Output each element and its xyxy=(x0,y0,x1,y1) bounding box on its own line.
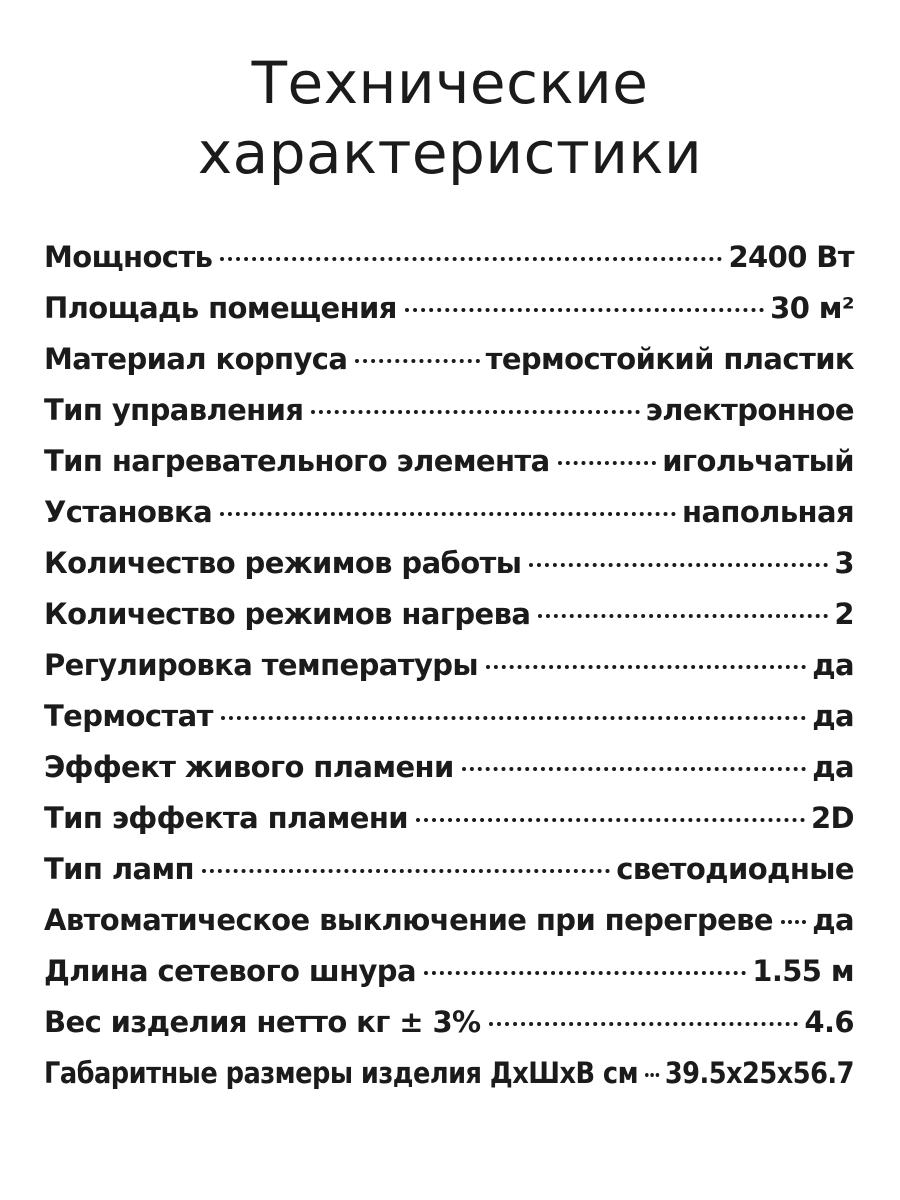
spec-value: 2 xyxy=(834,597,854,631)
spec-list xyxy=(44,232,854,1099)
spec-row xyxy=(44,436,854,487)
spec-row xyxy=(44,334,854,385)
spec-label: Количество режимов нагрева xyxy=(44,597,531,631)
spec-label: Автоматическое выключение при перегреве xyxy=(44,903,774,937)
dot-leader xyxy=(489,1022,799,1026)
spec-row xyxy=(44,538,854,589)
spec-row xyxy=(44,1048,854,1099)
spec-row xyxy=(44,844,854,895)
spec-value: электронное xyxy=(645,393,854,427)
page-title xyxy=(0,48,900,188)
spec-value: 2D xyxy=(810,801,854,835)
dot-leader xyxy=(202,869,610,873)
spec-label: Установка xyxy=(44,495,213,529)
title-line-2: характеристики xyxy=(197,119,703,187)
spec-value: игольчатый xyxy=(662,444,854,478)
dot-leader xyxy=(220,512,676,516)
spec-value: 30 м² xyxy=(770,291,854,325)
spec-row xyxy=(44,589,854,640)
dot-leader xyxy=(221,716,806,720)
dot-leader xyxy=(486,665,806,669)
dot-leader xyxy=(311,410,639,414)
title-line-1: Технические xyxy=(251,49,649,117)
spec-value: да xyxy=(812,648,854,682)
spec-row xyxy=(44,946,854,997)
dot-leader xyxy=(645,1073,659,1077)
dot-leader xyxy=(405,308,764,312)
spec-row xyxy=(44,283,854,334)
spec-label: Длина сетевого шнура xyxy=(44,954,416,988)
spec-label: Термостат xyxy=(44,699,213,733)
dot-leader xyxy=(781,920,806,924)
spec-label: Эффект живого пламени xyxy=(44,750,454,784)
dot-leader xyxy=(355,359,479,363)
spec-value: да xyxy=(812,903,854,937)
spec-label: Тип эффекта пламени xyxy=(44,801,408,835)
spec-value: 1.55 м xyxy=(752,954,854,988)
spec-label: Тип нагревательного элемента xyxy=(44,444,550,478)
dot-leader xyxy=(424,971,746,975)
dot-leader xyxy=(416,818,805,822)
spec-label: Тип управления xyxy=(44,393,304,427)
spec-value: светодиодные xyxy=(616,852,854,886)
spec-label: Мощность xyxy=(44,240,213,274)
spec-row xyxy=(44,997,854,1048)
spec-value: 4.6 xyxy=(804,1005,854,1039)
spec-label: Вес изделия нетто кг ± 3% xyxy=(44,1005,481,1039)
dot-leader xyxy=(529,563,828,567)
spec-row xyxy=(44,487,854,538)
spec-label: Количество режимов работы xyxy=(44,546,522,580)
spec-row xyxy=(44,793,854,844)
spec-row xyxy=(44,691,854,742)
spec-label: Габаритные размеры изделия ДхШхВ см xyxy=(44,1056,639,1090)
dot-leader xyxy=(558,461,657,465)
spec-value: 39.5x25x56.7 xyxy=(664,1056,854,1090)
spec-value: напольная xyxy=(682,495,854,529)
spec-row xyxy=(44,895,854,946)
spec-value: 2400 Вт xyxy=(728,240,854,274)
spec-value: да xyxy=(812,750,854,784)
spec-label: Площадь помещения xyxy=(44,291,397,325)
spec-value: 3 xyxy=(834,546,854,580)
spec-label: Тип ламп xyxy=(44,852,194,886)
spec-row xyxy=(44,640,854,691)
spec-value: да xyxy=(812,699,854,733)
dot-leader xyxy=(462,767,807,771)
dot-leader xyxy=(538,614,828,618)
spec-value: термостойкий пластик xyxy=(485,342,854,376)
spec-row xyxy=(44,232,854,283)
spec-label: Регулировка температуры xyxy=(44,648,479,682)
spec-row xyxy=(44,742,854,793)
spec-row xyxy=(44,385,854,436)
spec-label: Материал корпуса xyxy=(44,342,348,376)
dot-leader xyxy=(220,257,722,261)
